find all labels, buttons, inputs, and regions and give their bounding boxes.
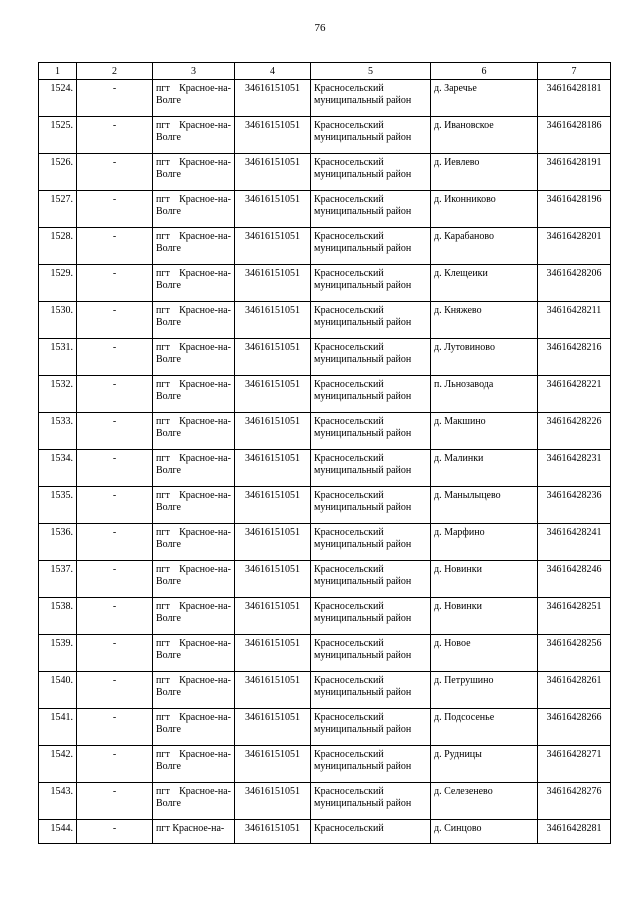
- oktmo-cell: 34616151051: [235, 265, 311, 302]
- locality-code-cell: 34616428236: [538, 487, 611, 524]
- locality-cell: д. Малинки: [431, 450, 538, 487]
- table-row: [39, 524, 611, 561]
- settlements-table: [38, 62, 611, 844]
- settlement-cell: пгт Красное-на-Волге: [153, 228, 235, 265]
- table-row: [39, 672, 611, 709]
- district-cell: Красносельский муниципальный район: [311, 487, 431, 524]
- locality-code-cell: 34616428251: [538, 598, 611, 635]
- row-number: 1544.: [39, 820, 77, 844]
- cell-dash: -: [77, 80, 153, 117]
- settlement-cell: пгт Красное-на-Волге: [153, 709, 235, 746]
- row-number: 1543.: [39, 783, 77, 820]
- locality-cell: д. Подсосенье: [431, 709, 538, 746]
- row-number: 1528.: [39, 228, 77, 265]
- cell-dash: -: [77, 746, 153, 783]
- cell-dash: -: [77, 672, 153, 709]
- cell-dash: -: [77, 413, 153, 450]
- locality-code-cell: 34616428271: [538, 746, 611, 783]
- table-row: [39, 746, 611, 783]
- table-row: [39, 265, 611, 302]
- oktmo-cell: 34616151051: [235, 228, 311, 265]
- row-number: 1541.: [39, 709, 77, 746]
- cell-dash: -: [77, 709, 153, 746]
- row-number: 1534.: [39, 450, 77, 487]
- cell-dash: -: [77, 339, 153, 376]
- district-cell: Красносельский муниципальный район: [311, 80, 431, 117]
- locality-cell: п. Льнозавода: [431, 376, 538, 413]
- oktmo-cell: 34616151051: [235, 339, 311, 376]
- settlement-cell: пгт Красное-на-Волге: [153, 191, 235, 228]
- settlement-cell: пгт Красное-на-Волге: [153, 783, 235, 820]
- table-row: [39, 191, 611, 228]
- table-header-row: [39, 63, 611, 80]
- row-number: 1532.: [39, 376, 77, 413]
- column-header-7: 7: [538, 63, 611, 80]
- locality-cell: д. Заречье: [431, 80, 538, 117]
- district-cell: Красносельский муниципальный район: [311, 783, 431, 820]
- locality-cell: д. Карабаново: [431, 228, 538, 265]
- table-row: [39, 339, 611, 376]
- locality-code-cell: 34616428191: [538, 154, 611, 191]
- locality-cell: д. Селезенево: [431, 783, 538, 820]
- locality-code-cell: 34616428186: [538, 117, 611, 154]
- settlement-cell: пгт Красное-на-Волге: [153, 117, 235, 154]
- row-number: 1531.: [39, 339, 77, 376]
- settlement-cell: пгт Красное-на-Волге: [153, 154, 235, 191]
- oktmo-cell: 34616151051: [235, 376, 311, 413]
- table-row: [39, 783, 611, 820]
- district-cell: Красносельский муниципальный район: [311, 154, 431, 191]
- locality-code-cell: 34616428231: [538, 450, 611, 487]
- settlement-cell: пгт Красное-на-: [153, 820, 235, 844]
- settlement-cell: пгт Красное-на-Волге: [153, 265, 235, 302]
- table-row: [39, 302, 611, 339]
- row-number: 1538.: [39, 598, 77, 635]
- cell-dash: -: [77, 228, 153, 265]
- locality-cell: д. Макшино: [431, 413, 538, 450]
- district-cell: Красносельский муниципальный район: [311, 117, 431, 154]
- row-number: 1537.: [39, 561, 77, 598]
- locality-code-cell: 34616428246: [538, 561, 611, 598]
- oktmo-cell: 34616151051: [235, 635, 311, 672]
- settlement-cell: пгт Красное-на-Волге: [153, 524, 235, 561]
- locality-cell: д. Иконниково: [431, 191, 538, 228]
- cell-dash: -: [77, 117, 153, 154]
- oktmo-cell: 34616151051: [235, 302, 311, 339]
- column-header-2: 2: [77, 63, 153, 80]
- settlement-cell: пгт Красное-на-Волге: [153, 561, 235, 598]
- oktmo-cell: 34616151051: [235, 191, 311, 228]
- oktmo-cell: 34616151051: [235, 561, 311, 598]
- oktmo-cell: 34616151051: [235, 413, 311, 450]
- row-number: 1542.: [39, 746, 77, 783]
- row-number: 1526.: [39, 154, 77, 191]
- settlement-cell: пгт Красное-на-Волге: [153, 672, 235, 709]
- locality-cell: д. Петрушино: [431, 672, 538, 709]
- locality-code-cell: 34616428266: [538, 709, 611, 746]
- table-row: [39, 376, 611, 413]
- table-row: [39, 413, 611, 450]
- row-number: 1530.: [39, 302, 77, 339]
- row-number: 1540.: [39, 672, 77, 709]
- settlement-cell: пгт Красное-на-Волге: [153, 487, 235, 524]
- cell-dash: -: [77, 191, 153, 228]
- district-cell: Красносельский муниципальный район: [311, 413, 431, 450]
- settlement-cell: пгт Красное-на-Волге: [153, 598, 235, 635]
- locality-code-cell: 34616428221: [538, 376, 611, 413]
- locality-cell: д. Княжево: [431, 302, 538, 339]
- table-row: [39, 154, 611, 191]
- oktmo-cell: 34616151051: [235, 598, 311, 635]
- cell-dash: -: [77, 487, 153, 524]
- row-number: 1525.: [39, 117, 77, 154]
- oktmo-cell: 34616151051: [235, 820, 311, 844]
- locality-cell: д. Иевлево: [431, 154, 538, 191]
- locality-code-cell: 34616428196: [538, 191, 611, 228]
- oktmo-cell: 34616151051: [235, 524, 311, 561]
- table-row: [39, 820, 611, 844]
- cell-dash: -: [77, 783, 153, 820]
- locality-cell: д. Синцово: [431, 820, 538, 844]
- locality-code-cell: 34616428206: [538, 265, 611, 302]
- locality-code-cell: 34616428276: [538, 783, 611, 820]
- settlement-cell: пгт Красное-на-Волге: [153, 376, 235, 413]
- locality-cell: д. Новинки: [431, 598, 538, 635]
- column-header-3: 3: [153, 63, 235, 80]
- cell-dash: -: [77, 561, 153, 598]
- district-cell: Красносельский муниципальный район: [311, 561, 431, 598]
- cell-dash: -: [77, 154, 153, 191]
- oktmo-cell: 34616151051: [235, 154, 311, 191]
- locality-code-cell: 34616428261: [538, 672, 611, 709]
- oktmo-cell: 34616151051: [235, 783, 311, 820]
- cell-dash: -: [77, 524, 153, 561]
- cell-dash: -: [77, 265, 153, 302]
- table-row: [39, 598, 611, 635]
- locality-cell: д. Новое: [431, 635, 538, 672]
- district-cell: Красносельский муниципальный район: [311, 524, 431, 561]
- table-row: [39, 709, 611, 746]
- cell-dash: -: [77, 635, 153, 672]
- locality-cell: д. Марфино: [431, 524, 538, 561]
- oktmo-cell: 34616151051: [235, 672, 311, 709]
- locality-cell: д. Ивановское: [431, 117, 538, 154]
- locality-cell: д. Клещеики: [431, 265, 538, 302]
- settlement-cell: пгт Красное-на-Волге: [153, 80, 235, 117]
- row-number: 1536.: [39, 524, 77, 561]
- table-body: [39, 80, 611, 844]
- oktmo-cell: 34616151051: [235, 709, 311, 746]
- oktmo-cell: 34616151051: [235, 450, 311, 487]
- table-row: [39, 228, 611, 265]
- district-cell: Красносельский муниципальный район: [311, 265, 431, 302]
- locality-code-cell: 34616428201: [538, 228, 611, 265]
- locality-cell: д. Рудницы: [431, 746, 538, 783]
- column-header-5: 5: [311, 63, 431, 80]
- oktmo-cell: 34616151051: [235, 80, 311, 117]
- district-cell: Красносельский муниципальный район: [311, 228, 431, 265]
- oktmo-cell: 34616151051: [235, 117, 311, 154]
- row-number: 1527.: [39, 191, 77, 228]
- locality-code-cell: 34616428226: [538, 413, 611, 450]
- table-row: [39, 561, 611, 598]
- settlement-cell: пгт Красное-на-Волге: [153, 413, 235, 450]
- table-row: [39, 117, 611, 154]
- district-cell: Красносельский муниципальный район: [311, 709, 431, 746]
- page-number: 76: [314, 22, 326, 34]
- locality-cell: д. Новинки: [431, 561, 538, 598]
- district-cell: Красносельский муниципальный район: [311, 376, 431, 413]
- column-header-1: 1: [39, 63, 77, 80]
- district-cell: Красносельский муниципальный район: [311, 746, 431, 783]
- locality-code-cell: 34616428216: [538, 339, 611, 376]
- district-cell: Красносельский муниципальный район: [311, 302, 431, 339]
- oktmo-cell: 34616151051: [235, 746, 311, 783]
- row-number: 1524.: [39, 80, 77, 117]
- cell-dash: -: [77, 598, 153, 635]
- row-number: 1539.: [39, 635, 77, 672]
- settlement-cell: пгт Красное-на-Волге: [153, 302, 235, 339]
- district-cell: Красносельский муниципальный район: [311, 450, 431, 487]
- settlement-cell: пгт Красное-на-Волге: [153, 746, 235, 783]
- locality-code-cell: 34616428211: [538, 302, 611, 339]
- oktmo-cell: 34616151051: [235, 487, 311, 524]
- table-row: [39, 80, 611, 117]
- locality-cell: д. Лутовиново: [431, 339, 538, 376]
- table-row: [39, 487, 611, 524]
- locality-code-cell: 34616428256: [538, 635, 611, 672]
- cell-dash: -: [77, 302, 153, 339]
- locality-cell: д. Манылыцево: [431, 487, 538, 524]
- district-cell: Красносельский муниципальный район: [311, 598, 431, 635]
- row-number: 1529.: [39, 265, 77, 302]
- cell-dash: -: [77, 376, 153, 413]
- settlement-cell: пгт Красное-на-Волге: [153, 450, 235, 487]
- settlement-cell: пгт Красное-на-Волге: [153, 339, 235, 376]
- column-header-6: 6: [431, 63, 538, 80]
- district-cell: Красносельский муниципальный район: [311, 635, 431, 672]
- table-row: [39, 450, 611, 487]
- table-row: [39, 635, 611, 672]
- district-cell: Красносельский муниципальный район: [311, 339, 431, 376]
- district-cell: Красносельский муниципальный район: [311, 672, 431, 709]
- locality-code-cell: 34616428281: [538, 820, 611, 844]
- district-cell: Красносельский муниципальный район: [311, 191, 431, 228]
- cell-dash: -: [77, 820, 153, 844]
- locality-code-cell: 34616428241: [538, 524, 611, 561]
- cell-dash: -: [77, 450, 153, 487]
- district-cell: Красносельский: [311, 820, 431, 844]
- row-number: 1535.: [39, 487, 77, 524]
- settlement-cell: пгт Красное-на-Волге: [153, 635, 235, 672]
- column-header-4: 4: [235, 63, 311, 80]
- locality-code-cell: 34616428181: [538, 80, 611, 117]
- row-number: 1533.: [39, 413, 77, 450]
